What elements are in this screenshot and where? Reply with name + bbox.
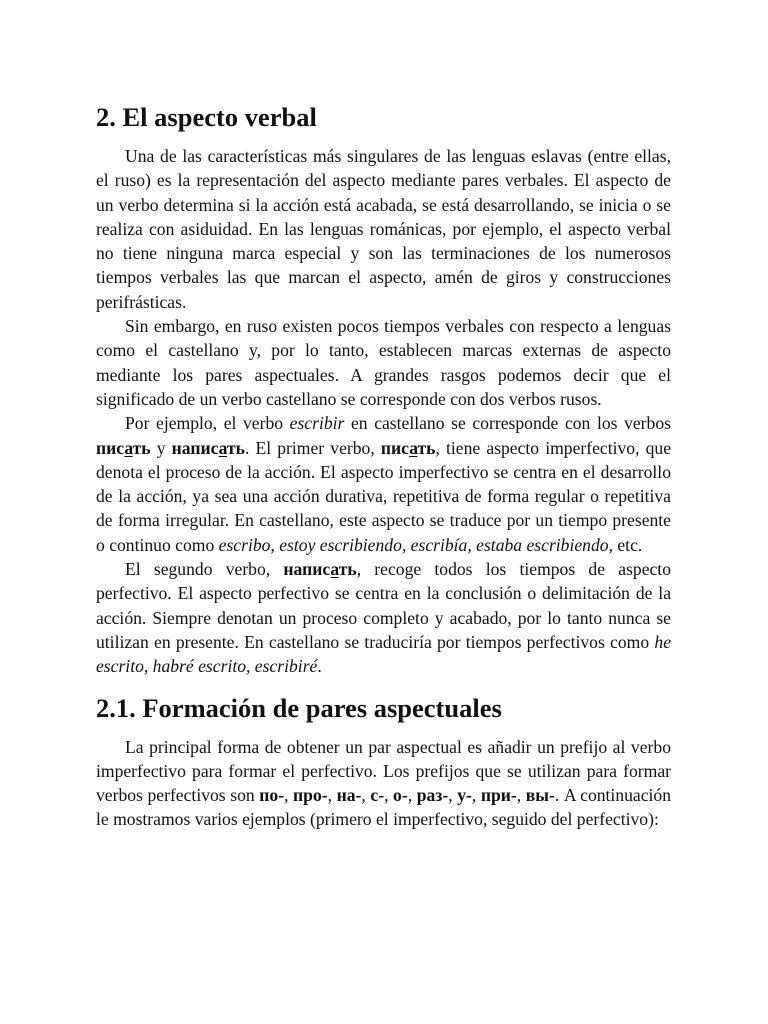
text-run: y — [150, 437, 172, 458]
text-run: en castellano se corresponde con los verbos — [344, 413, 671, 434]
italic-examples: escribo, estoy escribiendo, escribía, estaba escribiendo — [218, 534, 609, 555]
prefix: по- — [259, 785, 285, 806]
prefix: о- — [393, 785, 408, 806]
paragraph-3 — [96, 411, 671, 557]
paragraph-1: Una de las características más singulares de las lenguas eslavas (entre ellas, el ruso) es la representación del aspecto mediante pares verbales. El aspecto de un verbo determina si la acción está acabada, se está desarrollando, se inicia o se realiza con asiduidad. En las lenguas románicas, por ejemplo, el aspecto verbal no tiene ninguna marca especial y son las terminaciones de los numerosos tiempos verbales las que marcan el aspecto, amén de giros y construcciones perifrásticas. — [96, 146, 671, 312]
prefix: вы- — [525, 785, 555, 806]
text-run: . — [317, 656, 322, 677]
prefix: на- — [336, 785, 362, 806]
russian-verb-napisat: написать — [171, 437, 245, 458]
paragraph-2: Sin embargo, en ruso existen pocos tiempos verbales con respecto a lenguas como el castellano y, por lo tanto, establecen marcas externas de aspecto mediante los pares aspectuales. A grandes rasgos podemos decir que el significado de un verbo castellano se corresponde con dos verbos rusos. — [96, 316, 671, 409]
text-run: . A continuación le mostramos varios ejemplos (primero el imperfectivo, seguido del perfectivo): — [96, 785, 672, 830]
text-run: , tiene aspecto imperfectivo, que denota el proceso de la acción. El aspecto imperfectivo se centra en el desarrollo de la acción, ya sea una acción durativa, repetitiva de forma regular o repetitiva de forma irregular. En castellano, este aspecto se traduce por un tiempo presente o continuo como — [96, 437, 672, 555]
italic-term: escribir — [289, 413, 345, 434]
paragraph-4 — [96, 557, 671, 678]
prefix: у- — [457, 785, 472, 806]
page-content — [96, 100, 671, 832]
italic-examples: he escrito, habré escrito, escribiré — [96, 631, 671, 677]
stress-mark: а — [330, 559, 339, 580]
prefix: раз- — [416, 785, 449, 806]
stress-mark: а — [124, 437, 133, 458]
text-run: , recoge todos los tiempos de aspecto perfectivo. El aspecto perfectivo se centra en la conclusión o delimitación de la acción. Siempre denotan un proceso completo y acabado, por lo tanto nunca se utilizan en presente. En castellano se traduciría por tiempos perfectivos como — [96, 559, 671, 652]
text-run: Por ejemplo, el verbo — [125, 413, 290, 434]
text-run: La principal forma de obtener un par aspectual es añadir un prefijo al verbo imperfectivo para formar el perfectivo. Los prefijos que se utilizan para formar verbos perfectivos son — [96, 736, 671, 806]
prefix: при- — [480, 785, 517, 806]
russian-verb-pisat: писать — [380, 437, 436, 458]
text-run: , etc. — [608, 534, 643, 555]
paragraph-5 — [96, 735, 671, 832]
text-run: . El primer verbo, — [244, 437, 381, 458]
stress-mark: а — [218, 437, 228, 458]
text-run: El segundo verbo, — [125, 559, 284, 580]
section-heading: 2. El aspecto verbal — [96, 102, 317, 132]
stress-mark: а — [409, 437, 418, 458]
subsection-heading: 2.1. Formación de pares aspectuales — [96, 692, 502, 723]
russian-verb-pisat: писать — [96, 437, 151, 458]
prefix: про- — [293, 785, 328, 806]
prefix: с- — [370, 785, 385, 806]
prefix-list: по-, про-, на-, с-, о-, раз-, у-, при-, вы- — [259, 785, 555, 806]
russian-verb-napisat: написать — [283, 559, 357, 580]
